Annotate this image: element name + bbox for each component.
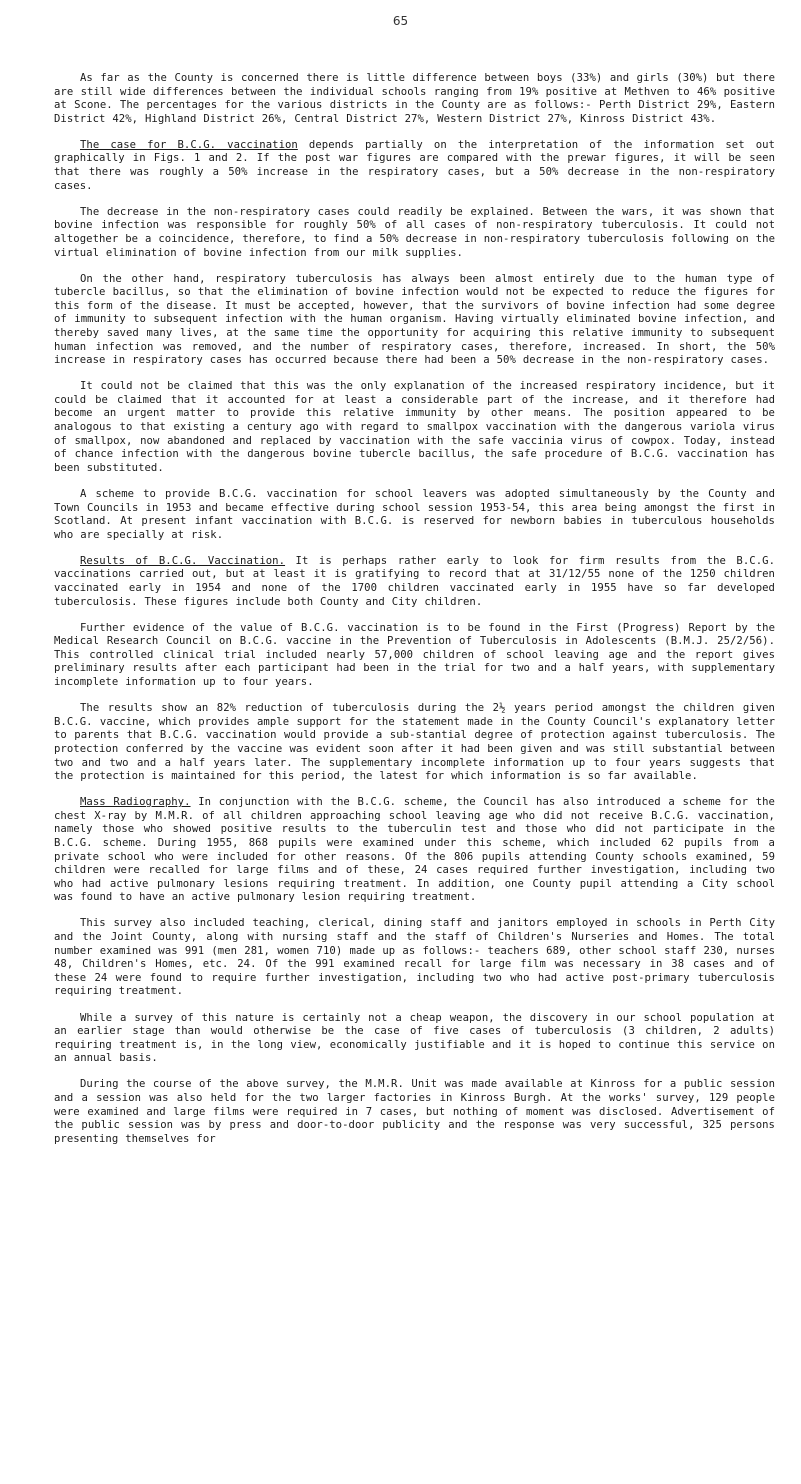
- paragraph-text: The results show an 82% reduction of tuberculosis during the 2½ years period amongst the children given B.C.G. vaccine, which provides ample support for the statement made in the County Council's explanatory letter to parents that B.C.G. vaccination would provide a sub-stantial degree of protection against tuberculosis. The protection conferred by the vaccine was evident soon after it had been given and was still substantial between two and two and a half years later. The supplementary incomplete information up to four years suggests that the protection is maintained for this period, the latest for which information is so far available.: [54, 702, 775, 783]
- paragraph: [54, 622, 775, 690]
- paragraph-text: In conjunction with the B.C.G. scheme, the Council has also introduced a scheme for the chest X-ray by M.M.R. of all children approaching school leaving age who did not receive B.C.G. vaccination, namely those who showed positive results to the tuberculin test and those who did not participate in the B.C.G. scheme. During 1955, 868 pupils were examined under this scheme, which included 62 pupils from a private school who were included for other reasons. Of the 806 pupils attending County schools examined, 59 children were recalled for large films and of these, 24 cases required further investigation, including two who had active pulmonary lesions requiring treatment. In addition, one County pupil attending a City school was found to have an active pulmonary lesion requiring treatment.: [54, 796, 775, 904]
- paragraph-text: It could not be claimed that this was the only explanation of the increased respiratory incidence, but it could be claimed that it accounted for at least a considerable part of the increase, and it therefore had become an urgent matter to provide this relative immunity by other means. The position appeared to be analogous to that existing a century ago with regard to smallpox vaccination with the dangerous variola virus of smallpox, now abandoned and replaced by vaccination with the safe vaccinia virus of cowpox. Today, instead of chance infection with the dangerous bovine tubercle bacillus, the safe procedure of B.C.G. vaccination has been substituted.: [54, 380, 775, 474]
- paragraph-text: On the other hand, respiratory tuberculosis has always been almost entirely due to the human type of tubercle bacillus, so that the elimination of bovine infection would not be expected to reduce the figures for this form of the disease. It must be accepted, however, that the survivors of bovine infection had some degree of immunity to subsequent infection with the human organism. Having virtually eliminated bovine infection, and thereby saved many lives, at the same time the opportunity for acquiring this relative immunity to subsequent human infection was removed, and the number of respiratory cases, therefore, increased. In short, the 50% increase in respiratory cases has occurred because there had been a 50% decrease in the non-respiratory cases.: [54, 272, 775, 367]
- paragraph: [54, 555, 775, 609]
- paragraph-text: Further evidence of the value of B.C.G. vaccination is to be found in the First (Progress) Report by the Medical Research Council on B.C.G. vaccine in the Prevention of Tuberculosis in Adolescents (B.M.J. 25/2/56). This controlled clinical trial included nearly 57,000 children of school leaving age and the report gives preliminary results after each participant had been in the trial for two and a half years, with supplementary incomplete information up to four years.: [54, 621, 775, 689]
- body-text: [54, 72, 775, 1159]
- paragraph: [54, 702, 775, 784]
- paragraph: [54, 1078, 775, 1146]
- paragraph: [54, 139, 775, 193]
- paragraph: [54, 206, 775, 260]
- paragraph: [54, 1012, 775, 1066]
- paragraph-text: This survey also included teaching, clerical, dining staff and janitors employed in schools in Perth City and the Joint County, along with nursing staff and the staff of Children's Nurseries and Homes. The total number examined was 991 (men 281, women 710) made up as follows:- teachers 689, other school staff 230, nurses 48, Children's Homes, etc. 24. Of the 991 examined recall for large film was necessary in 38 cases and of these 24 were found to require further investigation, including two who had active post-primary tuberculosis requiring treatment.: [54, 917, 775, 998]
- section-heading: Mass Radiography.: [80, 796, 191, 809]
- paragraph-text: A scheme to provide B.C.G. vaccination for school leavers was adopted simultaneously by the County and Town Councils in 1953 and became effective during school session 1953-54, this area being amongst the first in Scotland. At present infant vaccination with B.C.G. is reserved for newborn babies in tuberculous households who are specially at risk.: [54, 487, 775, 541]
- paragraph: [54, 488, 775, 542]
- paragraph-text: During the course of the above survey, the M.M.R. Unit was made available at Kinross for a public session and a session was also held for the two larger factories in Kinross Burgh. At the works' survey, 129 people were examined and large films were required in 7 cases, but nothing of moment was disclosed. Advertisement of the public session was by press and door-to-door publicity and the response was very successful, 325 persons presenting themselves for: [54, 1078, 775, 1145]
- paragraph-text: It is perhaps rather early to look for firm results from the B.C.G. vaccinations carried out, but at least it is gratifying to record that at 31/12/55 none of the 1250 children vaccinated early in 1954 and none of the 1700 children vaccinated early in 1955 have so far developed tuberculosis. These figures include both County and City children.: [54, 554, 775, 608]
- paragraph: [54, 796, 775, 905]
- section-heading: Results of B.C.G. Vaccination.: [80, 554, 286, 567]
- section-heading: The case for B.C.G. vaccination: [80, 138, 298, 151]
- paragraph-text: While a survey of this nature is certainly not a cheap weapon, the discovery in our school population at an earlier stage than would otherwise be the case of five cases of tuberculosis (3 children, 2 adults) requiring treatment is, in the long view, economically justifiable and it is hoped to continue this service on an annual basis.: [54, 1011, 775, 1065]
- paragraph-text: As far as the County is concerned there is little difference between boys (33%) and girls (30%) but there are still wide differences between the individual schools ranging from 19% positive at Methven to 46% positive at Scone. The percentages for the various districts in the County are as follows:- Perth District 29%, Eastern District 42%, Highland District 26%, Central District 27%, Western District 27%, Kinross District 43%.: [54, 72, 775, 125]
- paragraph: [54, 273, 775, 368]
- page-number: 65: [392, 14, 409, 28]
- paragraph-text: The decrease in the non-respiratory cases could readily be explained. Between the wars, it was shown that bovine infection was responsible for roughly 50% of all cases of non-respiratory tuberculosis. It could not altogether be a coincidence, therefore, to find a 50% decrease in non-respiratory tuberculosis following on the virtual elimination of bovine infection from our milk supplies.: [54, 205, 776, 259]
- paragraph: [54, 917, 775, 999]
- paragraph: [54, 380, 775, 475]
- paragraph-text: depends partially on the interpretation of the information set out graphically in Figs. 1 and 2. If the post war figures are compared with the prewar figures, it will be seen that there was roughly a 50% increase in the respiratory cases, but a 50% decrease in the non-respiratory cases.: [54, 138, 775, 192]
- paragraph: [54, 72, 775, 126]
